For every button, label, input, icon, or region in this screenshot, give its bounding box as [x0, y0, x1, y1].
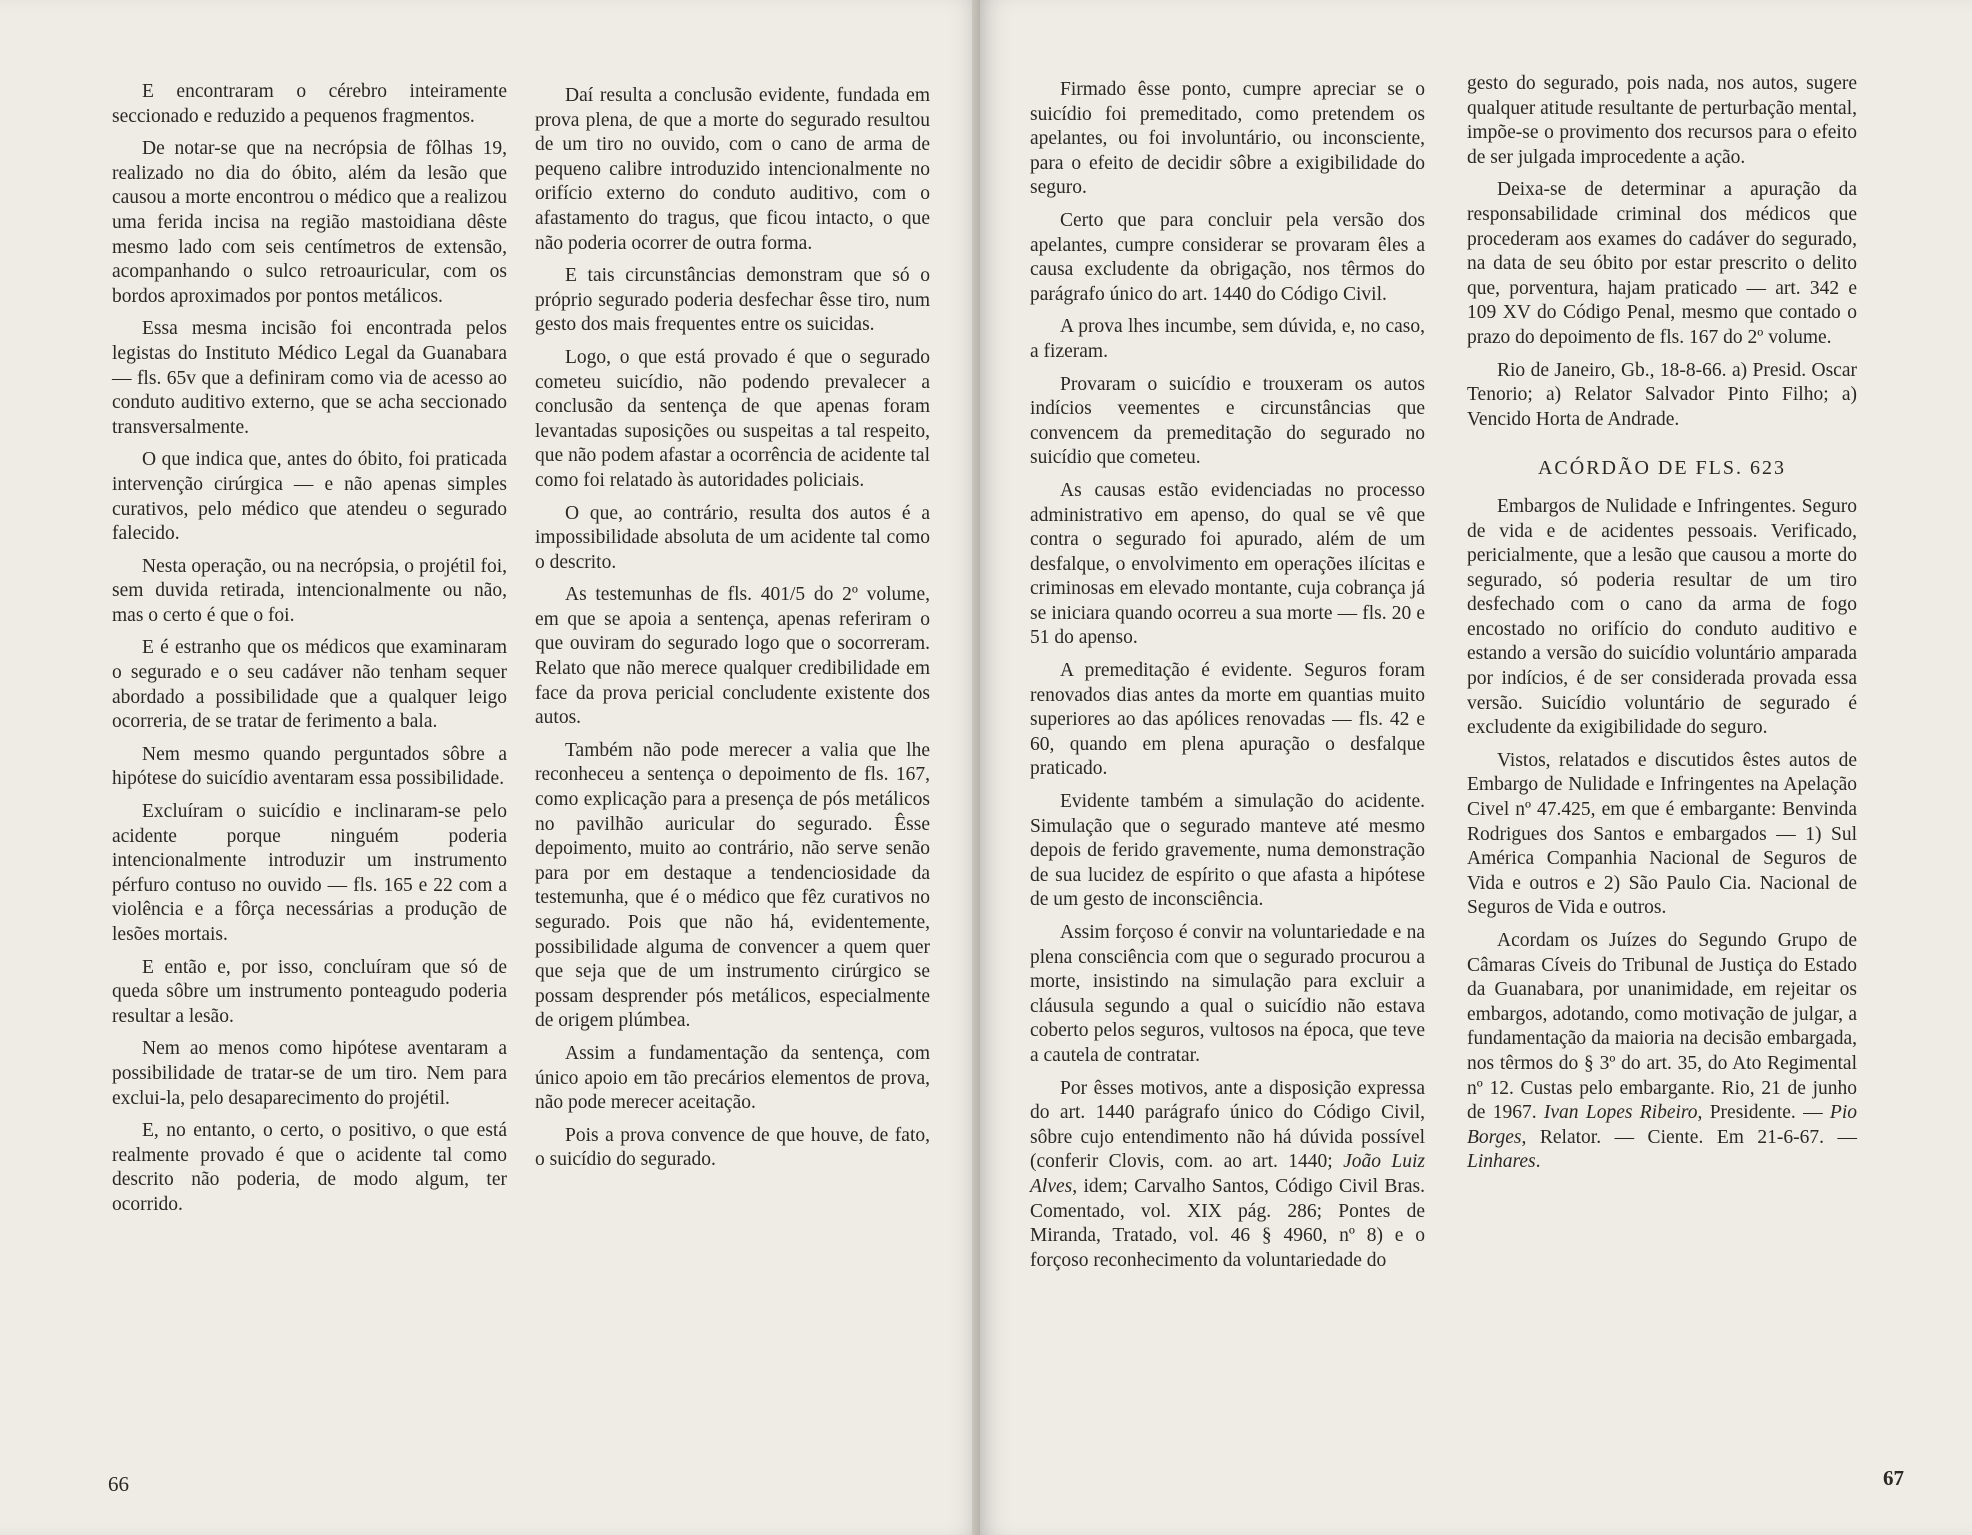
- left-column-1: [112, 80, 507, 1226]
- paragraph: A prova lhes incumbe, sem dúvida, e, no caso, a fizeram.: [1030, 316, 1425, 362]
- paragraph: Firmado êsse ponto, cumpre apreciar se o suicídio foi premeditado, como pretendem os apelantes, ou foi involuntário, ou inconsciente, para o efeito de decidir sôbre a exigibilidade do seguro.: [1030, 79, 1425, 199]
- italic-name: Linhares: [1467, 1151, 1536, 1173]
- paragraph: Também não pode merecer a valia que lhe reconheceu a sentença o depoimento de fls. 167, como explicação para a presença de pós metálicos no pavilhão auricular do segurado. Êsse depoimento, muito ao contrário, não serve senão para por em destaque a tendenciosidade da testemunha, que é o médico que fêz curativos no segurado. Pois que não há, evidentemente, possibilidade alguma de convencer a quem quer que seja que de um instrumento cirúrgico se possam desprender pós metálicos, especialmente de origem plúmbea.: [535, 739, 930, 1032]
- paragraph: Nem ao menos como hipótese aventaram a possibilidade de tratar-se de um tiro. Nem para exclui-la, pelo desaparecimento do projétil.: [112, 1038, 507, 1109]
- paragraph: E tais circunstâncias demonstram que só o próprio segurado poderia desfechar êsse tiro, num gesto dos mais frequentes entre os suicidas.: [535, 265, 930, 336]
- page-number: 66: [108, 1472, 129, 1496]
- paragraph: Excluíram o suicídio e inclinaram-se pelo acidente porque ninguém poderia intencionalmente introduzir um instrumento pérfuro contuso no ouvido — fls. 165 e 22 com a violência e a fôrça necessárias a produção de lesões mortais.: [112, 801, 507, 945]
- text-run: Por êsses motivos, ante a disposição expressa do art. 1440 parágrafo único do Código Civil, sôbre cujo entendimento não há dúvida possível (conferir Clovis, com. ao art. 1440;: [1030, 1077, 1425, 1173]
- paragraph: A premeditação é evidente. Seguros foram renovados dias antes da morte em quantias muito superiores ao das apólices renovadas — fls. 42 e 60, quando em plena apuração o desfalque praticado.: [1030, 660, 1425, 780]
- paragraph: E, no entanto, o certo, o positivo, o que está realmente provado é que o acidente tal como descrito não poderia, de modo algum, ter ocorrido.: [112, 1120, 507, 1215]
- left-column-2: [535, 84, 930, 1181]
- paragraph: E então e, por isso, concluíram que só de queda sôbre um instrumento ponteagudo poderia resultar a lesão.: [112, 956, 507, 1027]
- paragraph: Pois a prova convence de que houve, de fato, o suicídio do segurado.: [535, 1124, 930, 1171]
- italic-name: Ivan Lopes Ribeiro: [1543, 1102, 1698, 1124]
- text-run: Acordam os Juízes do Segundo Grupo de Câmaras Cíveis do Tribunal de Justiça do Estado da Guanabara, por unanimidade, em rejeitar os embargos, adotando, como motivação de julgar, a fundamentação da maioria na decisão embargada, nos têrmos do § 3º do art. 35, do Ato Regimental nº 12. Custas pelo embargante. Rio, 21 de junho de 1967.: [1467, 930, 1857, 1124]
- right-page: [980, 0, 1972, 1535]
- paragraph: Rio de Janeiro, Gb., 18-8-66. a) Presid. Oscar Tenorio; a) Relator Salvador Pinto Filho; a) Vencido Horta de Andrade.: [1467, 359, 1857, 430]
- paragraph: Embargos de Nulidade e Infringentes. Seguro de vida e de acidentes pessoais. Verificado, pericialmente, que a lesão que causou a morte do segurado, só poderia resultar de um tiro desfechado com o cano da arma de fogo encostado no orifício do conduto auditivo e estando a versão do suicídio voluntário amparada por indícios, é de ser considerada provada essa versão. Suicídio voluntário de segurado é excludente da exigibilidade do seguro.: [1467, 495, 1857, 739]
- paragraph: [1467, 929, 1857, 1175]
- paragraph: Evidente também a simulação do acidente. Simulação que o segurado manteve até mesmo depois de ferido gravemente, numa demonstração de sua lucidez de espírito o que afasta a hipótese de um gesto de inconsciência.: [1030, 791, 1425, 911]
- text-run: , Presidente. —: [1697, 1102, 1830, 1124]
- text-run: , Relator. — Ciente. Em 21-6-67. —: [1521, 1126, 1857, 1148]
- paragraph: E é estranho que os médicos que examinaram o segurado e o seu cadáver não tenham sequer abordado a possibilidade que a qualquer leigo ocorreria, de se tratar de ferimento a bala.: [112, 637, 507, 733]
- paragraph: Nesta operação, ou na necrópsia, o projétil foi, sem duvida retirada, intencionalmente ou não, mas o certo é que o foi.: [112, 555, 507, 626]
- paragraph: Certo que para concluir pela versão dos apelantes, cumpre considerar se provaram êles a causa excludente da obrigação, nos têrmos do parágrafo único do art. 1440 do Código Civil.: [1030, 209, 1425, 305]
- paragraph: O que indica que, antes do óbito, foi praticada intervenção cirúrgica — e não apenas simples curativos, pelo médico que atendeu o segurado falecido.: [112, 449, 507, 545]
- paragraph: gesto do segurado, pois nada, nos autos, sugere qualquer atitude resultante de perturbação mental, impõe-se o provimento dos recursos para o efeito de ser julgada improcedente a ação.: [1467, 73, 1857, 168]
- paragraph: Daí resulta a conclusão evidente, fundada em prova plena, de que a morte do segurado resultou de um tiro no ouvido, com o cano de arma de pequeno calibre introduzido intencionalmente no orifício externo do conduto auditivo, com o afastamento do tragus, que ficou intacto, o que não poderia ocorrer de outra forma.: [535, 85, 930, 254]
- paragraph: Vistos, relatados e discutidos êstes autos de Embargo de Nulidade e Infringentes na Apelação Civel nº 47.425, em que é embargante: Benvinda Rodrigues dos Santos e embargados — 1) Sul América Companhia Nacional de Seguros de Vida e outros e 2) São Paulo Cia. Nacional de Seguros de Vida e outros.: [1467, 749, 1857, 919]
- paragraph: Deixa-se de determinar a apuração da responsabilidade criminal dos médicos que procederam aos exames do cadáver do segurado, na data de seu óbito por estar prescrito o delito que, porventura, hajam praticado — art. 342 e 109 XV do Código Penal, mesmo que contado o prazo do depoimento de fls. 167 do 2º volume.: [1467, 179, 1857, 348]
- paragraph: Logo, o que está provado é que o segurado cometeu suicídio, não podendo prevalecer a conclusão da sentença de que apenas foram levantadas suposições ou suspeitas a tal respeito, que não podem afastar a ocorrência de acidente tal como foi relatado às autoridades policiais.: [535, 346, 930, 491]
- section-heading: ACÓRDÃO DE FLS. 623: [1537, 457, 1787, 480]
- italic-name: João Luiz Alves: [1030, 1151, 1425, 1197]
- italic-name: Pio Borges: [1467, 1102, 1857, 1148]
- page-number: 67: [1883, 1466, 1904, 1490]
- text-run: .: [1535, 1151, 1541, 1173]
- paragraph: E encontraram o cérebro inteiramente seccionado e reduzido a pequenos fragmentos.: [112, 81, 507, 127]
- paragraph: Essa mesma incisão foi encontrada pelos legistas do Instituto Médico Legal da Guanabara — fls. 65v que a definiram como via de acesso ao conduto auditivo externo, que se acha seccionado transversalmente.: [112, 318, 507, 438]
- paragraph: As causas estão evidenciadas no processo administrativo em apenso, do qual se vê que contra o segurado foi apurado, além de um desfalque, o envolvimento em operações ilícitas e criminosas em elevado montante, cuja cobrança já se iniciara quando ocorreu a sua morte — fls. 20 e 51 do apenso.: [1030, 479, 1425, 649]
- text-run: , idem; Carvalho Santos, Código Civil Bras. Comentado, vol. XIX pág. 286; Pontes de Miranda, Tratado, vol. 46 § 4960, nº 8) e o forçoso reconhecimento da voluntariedade do: [1030, 1175, 1425, 1271]
- paragraph: Provaram o suicídio e trouxeram os autos indícios veementes e circunstâncias que convencem da premeditação do segurado no suicídio que cometeu.: [1030, 373, 1425, 469]
- left-page: [0, 0, 980, 1535]
- paragraph: Nem mesmo quando perguntados sôbre a hipótese do suicídio aventaram essa possibilidade.: [112, 743, 507, 790]
- paragraph: O que, ao contrário, resulta dos autos é a impossibilidade absoluta de um acidente tal como o descrito.: [535, 502, 930, 573]
- right-column-2: [1467, 72, 1857, 1175]
- paragraph: De notar-se que na necrópsia de fôlhas 19, realizado no dia do óbito, além da lesão que causou a morte encontrou o médico que a realizou uma ferida incisa na região mastoidiana dêste mesmo lado com seis centímetros de extensão, acompanhando o sulco retroauricular, com os bordos aproximados por pontos metálicos.: [112, 138, 507, 307]
- paragraph: As testemunhas de fls. 401/5 do 2º volume, em que se apoia a sentença, apenas referiram o que ouviram do segurado logo que o socorreram. Relato que não merece qualquer credibilidade em face da prova pericial concludente existente dos autos.: [535, 584, 930, 729]
- paragraph: Assim a fundamentação da sentença, com único apoio em tão precários elementos de prova, não pode merecer aceitação.: [535, 1042, 930, 1114]
- paragraph: [1030, 1077, 1425, 1274]
- paragraph: Assim forçoso é convir na voluntariedade e na plena consciência com que o segurado procurou a morte, insistindo na simulação para excluir a cláusula segundo a qual o suicídio não estava coberto pelos seguros, vultosos na época, que teve a cautela de contratar.: [1030, 922, 1425, 1066]
- right-column-1: [1030, 78, 1425, 1273]
